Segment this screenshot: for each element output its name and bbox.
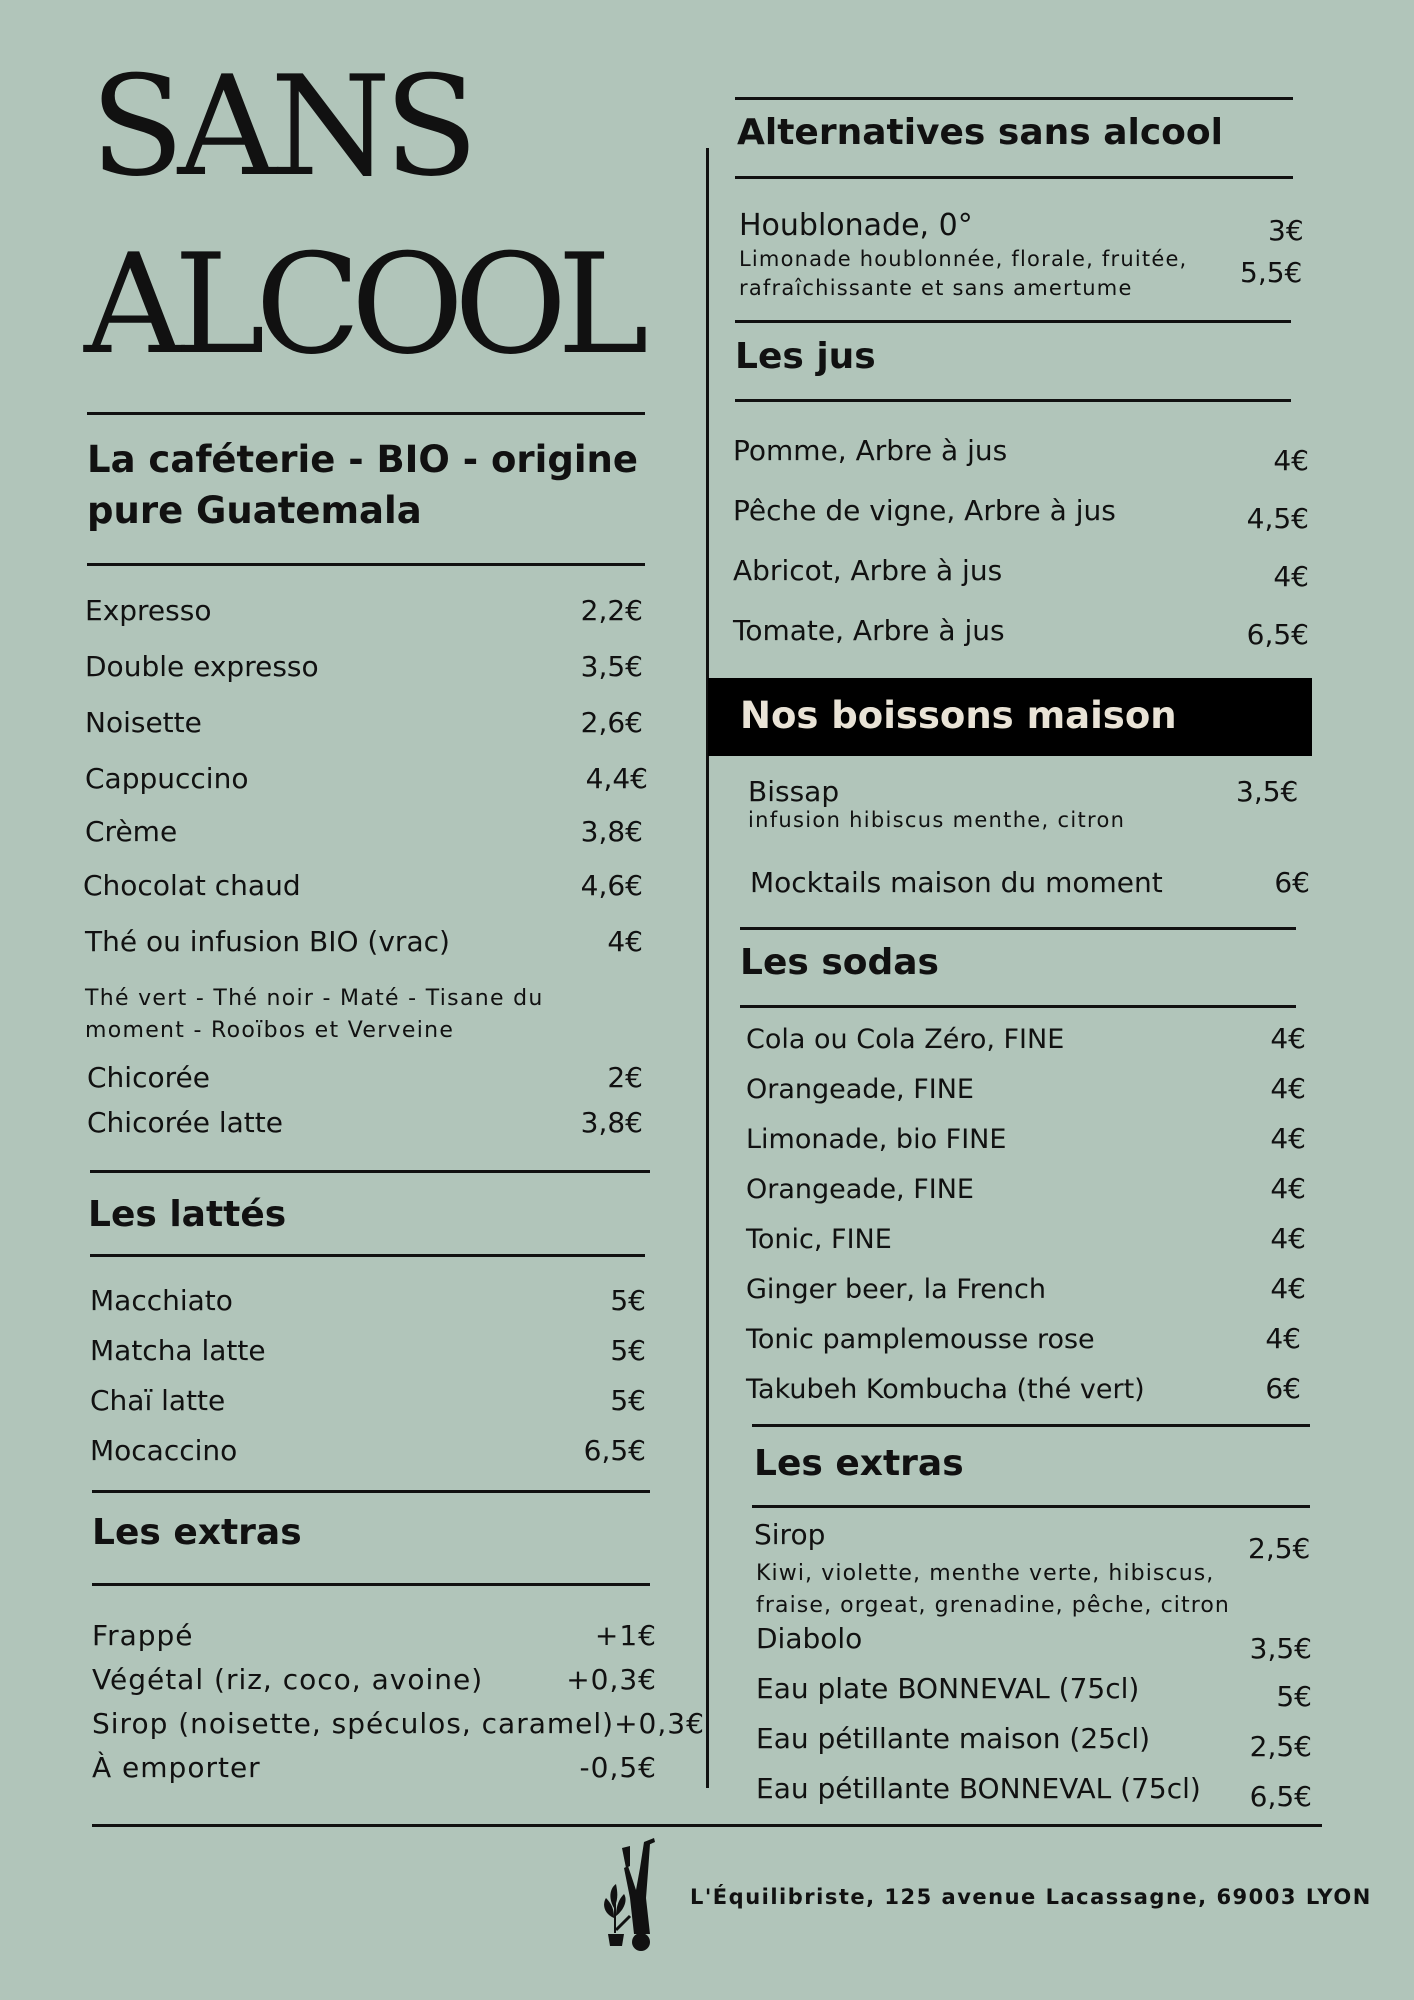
item-name: Takubeh Kombucha (thé vert) bbox=[746, 1374, 1145, 1405]
item-price: 3,5€ bbox=[580, 650, 643, 683]
item-price: 6€ bbox=[1265, 1372, 1301, 1405]
item-price: 2€ bbox=[607, 1061, 643, 1094]
jus-heading: Les jus bbox=[735, 336, 876, 377]
lattes-heading: Les lattés bbox=[88, 1194, 287, 1235]
divider bbox=[92, 1583, 650, 1586]
item-name: Pêche de vigne, Arbre à jus bbox=[733, 494, 1116, 527]
item-name: Orangeade, FINE bbox=[746, 1174, 974, 1205]
divider bbox=[735, 176, 1293, 179]
menu-item bbox=[746, 1022, 1306, 1055]
divider bbox=[735, 97, 1293, 100]
item-price: 4€ bbox=[607, 925, 643, 958]
item-name: Chicorée bbox=[87, 1061, 210, 1094]
item-price: 4€ bbox=[1270, 1122, 1306, 1155]
cafeterie-heading bbox=[87, 434, 638, 536]
item-name: Matcha latte bbox=[90, 1334, 266, 1367]
item-name: Chaï latte bbox=[90, 1384, 226, 1417]
bissap-description: infusion hibiscus menthe, citron bbox=[748, 808, 1126, 832]
item-name: Végétal (riz, coco, avoine) bbox=[92, 1663, 484, 1696]
item-price: +0,3€ bbox=[614, 1707, 705, 1740]
menu-item bbox=[746, 1122, 1306, 1155]
title-line-1: SANS bbox=[90, 46, 472, 207]
title-line-2: ALCOOL bbox=[84, 224, 639, 385]
sirop-description bbox=[756, 1558, 1230, 1622]
item-name: Cola ou Cola Zéro, FINE bbox=[746, 1024, 1065, 1055]
item-price: 4€ bbox=[1270, 1272, 1306, 1305]
menu-item bbox=[90, 1434, 646, 1467]
item-price: 4€ bbox=[1265, 1322, 1301, 1355]
menu-item bbox=[90, 1384, 646, 1417]
acrobat-logo-icon bbox=[600, 1838, 670, 1958]
tea-description-line-2: moment - Rooïbos et Verveine bbox=[85, 1018, 455, 1043]
extras-right-heading: Les extras bbox=[754, 1443, 964, 1484]
sodas-heading: Les sodas bbox=[740, 942, 939, 983]
item-price: +0,3€ bbox=[566, 1663, 657, 1696]
item-price: 4€ bbox=[1270, 1172, 1306, 1205]
houblonade-description bbox=[739, 245, 1187, 303]
menu-item bbox=[92, 1752, 657, 1783]
divider bbox=[92, 1490, 650, 1493]
divider bbox=[740, 927, 1296, 930]
menu-item bbox=[85, 925, 643, 958]
menu-item bbox=[85, 650, 643, 683]
item-price: 2,2€ bbox=[580, 594, 643, 627]
menu-item bbox=[746, 1372, 1301, 1405]
item-price: 4€ bbox=[1273, 444, 1309, 477]
footer-divider bbox=[92, 1824, 1322, 1827]
item-name: Pomme, Arbre à jus bbox=[733, 434, 1008, 467]
item-price: 2,5€ bbox=[1249, 1730, 1312, 1763]
menu-item bbox=[746, 1172, 1306, 1205]
item-price: 2,6€ bbox=[580, 706, 643, 739]
item-price: 4€ bbox=[1273, 560, 1309, 593]
item-name: Double expresso bbox=[85, 650, 319, 683]
houblonade-description-line-2: rafraîchissante et sans amertume bbox=[739, 276, 1133, 300]
cafeterie-heading-line-1: La caféterie - BIO - origine bbox=[87, 438, 638, 481]
menu-item bbox=[756, 1722, 1312, 1763]
tea-description-line-1: Thé vert - Thé noir - Maté - Tisane du bbox=[85, 986, 544, 1011]
divider bbox=[90, 1254, 645, 1257]
item-name: Orangeade, FINE bbox=[746, 1074, 974, 1105]
menu-item bbox=[733, 494, 1309, 535]
item-price: 4,5€ bbox=[1246, 502, 1309, 535]
item-name: Tonic pamplemousse rose bbox=[746, 1324, 1095, 1355]
menu-item bbox=[750, 866, 1310, 899]
item-name: Macchiato bbox=[90, 1284, 233, 1317]
divider bbox=[740, 1005, 1296, 1008]
item-name: Limonade, bio FINE bbox=[746, 1124, 1007, 1155]
footer-address: L'Équilibriste, 125 avenue Lacassagne, 69003 LYON bbox=[690, 1885, 1372, 1909]
item-name: Expresso bbox=[85, 594, 212, 627]
item-name: Crème bbox=[85, 815, 178, 848]
item-price: 5€ bbox=[610, 1284, 646, 1317]
sirop-name: Sirop bbox=[754, 1518, 826, 1551]
menu-item bbox=[746, 1272, 1306, 1305]
divider bbox=[87, 412, 645, 415]
menu-item bbox=[83, 869, 643, 902]
mocktails-name: Mocktails maison du moment bbox=[750, 866, 1163, 899]
menu-item bbox=[87, 1061, 643, 1094]
extras-left-heading: Les extras bbox=[92, 1512, 302, 1553]
bissap-price: 3,5€ bbox=[1236, 775, 1299, 808]
divider bbox=[752, 1505, 1310, 1508]
item-price: 3,5€ bbox=[1249, 1632, 1312, 1665]
houblonade-price-large: 5,5€ bbox=[1240, 256, 1303, 289]
houblonade-description-line-1: Limonade houblonnée, florale, fruitée, bbox=[739, 247, 1188, 271]
sirop-description-line-2: fraise, orgeat, grenadine, pêche, citron bbox=[756, 1593, 1230, 1618]
item-price: 3,8€ bbox=[580, 1106, 643, 1139]
divider bbox=[735, 399, 1291, 402]
menu-item bbox=[756, 1672, 1312, 1713]
menu-item bbox=[92, 1664, 657, 1695]
divider bbox=[752, 1424, 1310, 1427]
item-name: Abricot, Arbre à jus bbox=[733, 554, 1003, 587]
menu-item bbox=[756, 1622, 1312, 1665]
maison-banner bbox=[708, 678, 1312, 756]
houblonade-name: Houblonade, 0° bbox=[739, 208, 973, 243]
menu-item bbox=[746, 1072, 1306, 1105]
item-name: Tomate, Arbre à jus bbox=[733, 614, 1005, 647]
item-name: À emporter bbox=[92, 1751, 261, 1784]
divider bbox=[735, 320, 1291, 323]
item-price: 5€ bbox=[1276, 1680, 1312, 1713]
item-name: Chicorée latte bbox=[87, 1106, 283, 1139]
item-price: 5€ bbox=[610, 1384, 646, 1417]
item-name: Eau plate BONNEVAL (75cl) bbox=[756, 1672, 1140, 1705]
houblonade-price-small: 3€ bbox=[1268, 214, 1304, 247]
item-price: 4€ bbox=[1270, 1072, 1306, 1105]
alternatives-heading: Alternatives sans alcool bbox=[737, 112, 1223, 153]
menu-item bbox=[92, 1620, 657, 1651]
item-name: Noisette bbox=[85, 706, 202, 739]
menu-item bbox=[90, 1284, 646, 1317]
item-price: 3,8€ bbox=[580, 815, 643, 848]
item-name: Thé ou infusion BIO (vrac) bbox=[85, 925, 450, 958]
item-price: 6,5€ bbox=[1249, 1780, 1312, 1813]
item-price: 4€ bbox=[1270, 1022, 1306, 1055]
tea-description bbox=[85, 983, 544, 1047]
item-name: Ginger beer, la French bbox=[746, 1274, 1046, 1305]
item-price: 4,4€ bbox=[585, 762, 648, 795]
menu-item bbox=[85, 706, 643, 739]
menu-item bbox=[87, 1106, 643, 1139]
item-price: 6,5€ bbox=[1246, 618, 1309, 651]
menu-item bbox=[85, 594, 643, 627]
item-name: Mocaccino bbox=[90, 1434, 238, 1467]
item-name: Tonic, FINE bbox=[746, 1224, 892, 1255]
divider bbox=[90, 1170, 650, 1173]
menu-item bbox=[733, 614, 1309, 651]
mocktails-price: 6€ bbox=[1274, 866, 1310, 899]
menu-item bbox=[746, 1222, 1306, 1255]
item-price: 4€ bbox=[1270, 1222, 1306, 1255]
item-name: Chocolat chaud bbox=[83, 869, 301, 902]
menu-item bbox=[90, 1334, 646, 1367]
item-price: +1€ bbox=[594, 1619, 657, 1652]
item-name: Cappuccino bbox=[85, 762, 249, 795]
menu-item bbox=[92, 1707, 705, 1740]
item-name: Eau pétillante BONNEVAL (75cl) bbox=[756, 1772, 1201, 1805]
divider bbox=[87, 563, 645, 566]
column-divider bbox=[706, 148, 709, 1788]
menu-item bbox=[733, 554, 1309, 593]
item-price: 6,5€ bbox=[583, 1434, 646, 1467]
item-name: Sirop (noisette, spéculos, caramel) bbox=[92, 1707, 615, 1740]
menu-item bbox=[85, 762, 648, 795]
sirop-price: 2,5€ bbox=[1248, 1532, 1311, 1565]
item-name: Frappé bbox=[92, 1619, 194, 1652]
menu-item bbox=[756, 1772, 1312, 1813]
bissap-name: Bissap bbox=[748, 775, 840, 808]
item-name: Eau pétillante maison (25cl) bbox=[756, 1722, 1151, 1755]
item-price: 5€ bbox=[610, 1334, 646, 1367]
item-name: Diabolo bbox=[756, 1622, 863, 1655]
cafeterie-heading-line-2: pure Guatemala bbox=[87, 489, 422, 532]
sirop-description-line-1: Kiwi, violette, menthe verte, hibiscus, bbox=[756, 1561, 1215, 1586]
maison-heading: Nos boissons maison bbox=[740, 694, 1177, 737]
menu-item bbox=[733, 434, 1309, 477]
menu-item bbox=[746, 1322, 1301, 1355]
item-price: -0,5€ bbox=[579, 1751, 657, 1784]
item-price: 4,6€ bbox=[580, 869, 643, 902]
menu-item bbox=[85, 815, 643, 848]
